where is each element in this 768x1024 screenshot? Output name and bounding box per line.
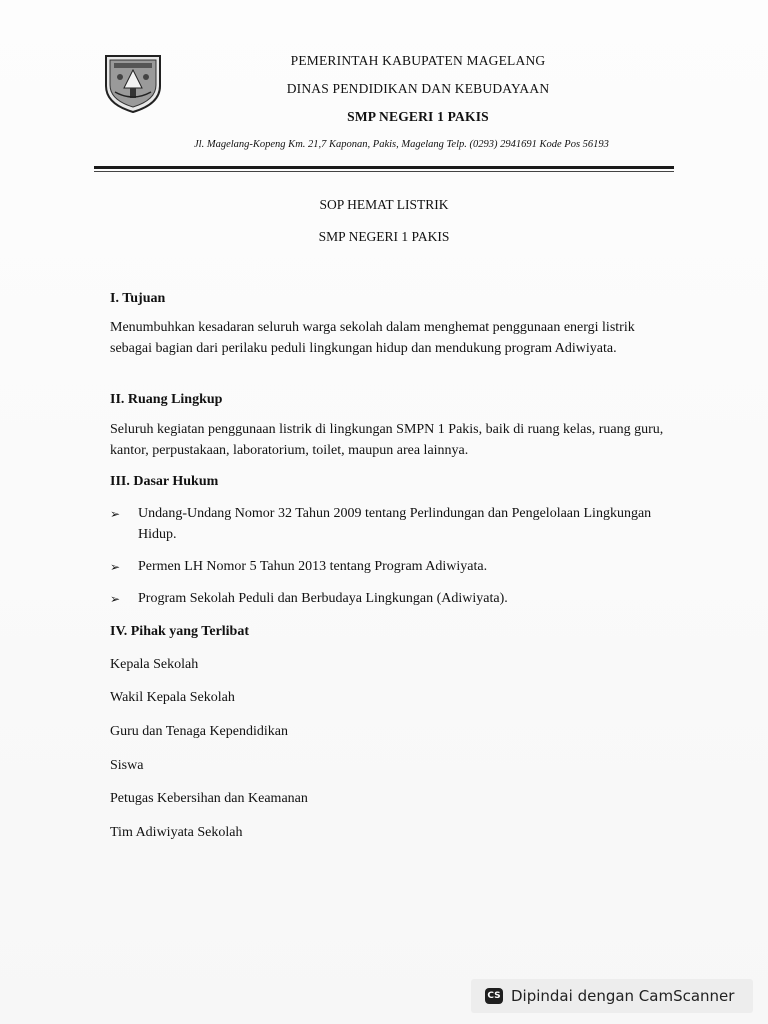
letterhead-department: DINAS PENDIDIKAN DAN KEBUDAYAAN	[286, 81, 550, 96]
section-heading-ruang-lingkup: II. Ruang Lingkup	[110, 392, 223, 407]
legal-basis-item	[110, 588, 670, 609]
document-subtitle: SMP NEGERI 1 PAKIS	[318, 229, 450, 244]
legal-basis-text: Program Sekolah Peduli dan Berbudaya Lingkungan (Adiwiyata).	[138, 591, 508, 606]
party-item: Guru dan Tenaga Kependidikan	[110, 724, 288, 739]
arrow-bullet-icon: ➢	[110, 592, 121, 606]
section-heading-tujuan: I. Tujuan	[110, 291, 166, 306]
party-item: Petugas Kebersihan dan Keamanan	[110, 791, 308, 806]
party-item: Wakil Kepala Sekolah	[110, 690, 235, 705]
section-text-ruang-lingkup: Seluruh kegiatan penggunaan listrik di lingkungan SMPN 1 Pakis, baik di ruang kelas, ruang guru, kantor, perpustakaan, laboratorium, toilet, maupun area lainnya.	[110, 422, 664, 458]
letterhead-government: PEMERINTAH KABUPATEN MAGELANG	[290, 53, 546, 68]
section-heading-pihak: IV. Pihak yang Terlibat	[110, 624, 250, 639]
section-text-tujuan: Menumbuhkan kesadaran seluruh warga sekolah dalam menghemat penggunaan energi listrik sebagai bagian dari perilaku peduli lingkungan hidup dan mendukung program Adiwiyata.	[110, 320, 635, 356]
section-heading-dasar-hukum: III. Dasar Hukum	[110, 474, 219, 489]
document-title: SOP HEMAT LISTRIK	[319, 197, 449, 212]
legal-basis-item	[110, 503, 670, 545]
letterhead-address: Jl. Magelang-Kopeng Km. 21,7 Kaponan, Pakis, Magelang Telp. (0293) 2941691 Kode Pos 56193	[194, 139, 609, 150]
arrow-bullet-icon: ➢	[110, 507, 121, 521]
party-item: Siswa	[110, 758, 144, 773]
letterhead-divider-thick	[94, 166, 674, 169]
legal-basis-text: Permen LH Nomor 5 Tahun 2013 tentang Program Adiwiyata.	[138, 559, 488, 574]
party-item: Tim Adiwiyata Sekolah	[110, 825, 243, 840]
legal-basis-text: Undang-Undang Nomor 32 Tahun 2009 tentang Perlindungan dan Pengelolaan Lingkungan Hidup.	[138, 506, 652, 542]
letterhead-school: SMP NEGERI 1 PAKIS	[347, 109, 489, 124]
party-item: Kepala Sekolah	[110, 657, 199, 672]
legal-basis-item	[110, 556, 670, 577]
camscanner-logo-icon: CS	[485, 988, 503, 1004]
letterhead-divider-thin	[94, 171, 674, 172]
camscanner-watermark	[471, 979, 753, 1013]
camscanner-watermark-text: Dipindai dengan CamScanner	[511, 987, 735, 1005]
arrow-bullet-icon: ➢	[110, 560, 121, 574]
